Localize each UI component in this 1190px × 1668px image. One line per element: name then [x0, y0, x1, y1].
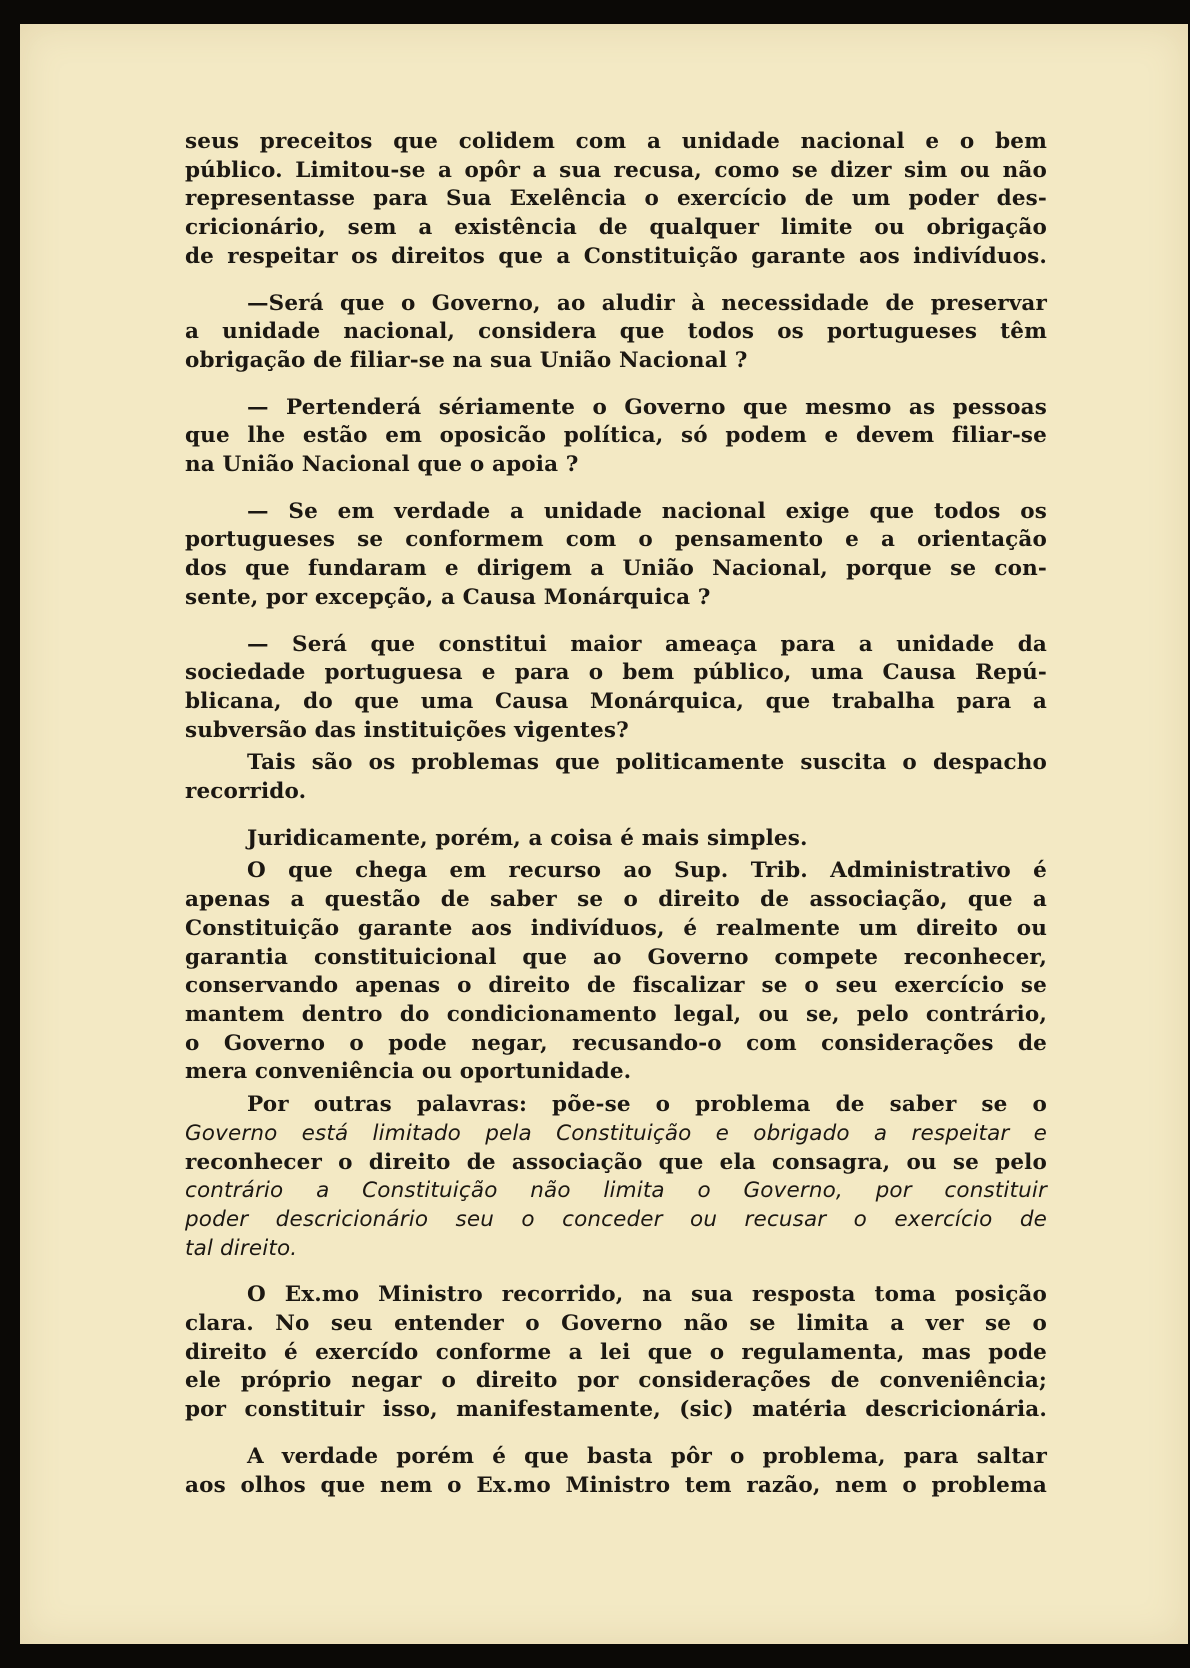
text-line: Por outras palavras: põe-se o problema de saber se o — [247, 1092, 1047, 1118]
text-line: representasse para Sua Exelência o exercício de um poder des- — [185, 186, 1047, 212]
text-line: tal direito. — [185, 1235, 298, 1261]
text-line: que lhe estão em oposicão política, só podem e devem filiar-se — [185, 423, 1047, 449]
text-line: — Se em verdade a unidade nacional exige que todos os — [247, 498, 1047, 524]
text-line: por constituir isso, manifestamente, (sic) matéria descricionária. — [185, 1397, 1047, 1423]
text-line: de respeitar os direitos que a Constituição garante aos indivíduos. — [185, 243, 1047, 269]
text-line: recorrido. — [185, 779, 307, 805]
text-line: — Será que constitui maior ameaça para a unidade da — [247, 631, 1047, 657]
text-line: contrário a Constituição não limita o Governo, por constituir — [185, 1178, 1047, 1204]
text-line: sociedade portuguesa e para o bem público, uma Causa Repú- — [185, 660, 1047, 686]
text-line: O Ex.mo Ministro recorrido, na sua resposta toma posição — [247, 1282, 1047, 1308]
text-line: portugueses se conformem com o pensamento e a orientação — [185, 527, 1047, 553]
text-line: Tais são os problemas que politicamente suscita o despacho — [247, 750, 1047, 776]
text-line: ele próprio negar o direito por considerações de conveniência; — [185, 1368, 1047, 1394]
text-line: —Será que o Governo, ao aludir à necessidade de preservar — [247, 290, 1047, 316]
text-line: A verdade porém é que basta pôr o problema, para saltar — [247, 1443, 1047, 1469]
text-line: clara. No seu entender o Governo não se limita a ver se o — [185, 1311, 1047, 1337]
text-line: cricionário, sem a existência de qualquer limite ou obrigação — [185, 215, 1047, 241]
text-line: reconhecer o direito de associação que ela consagra, ou se pelo — [185, 1149, 1047, 1175]
text-line: mera conveniência ou oportunidade. — [185, 1059, 632, 1085]
text-line: garantia constituicional que ao Governo compete reconhecer, — [185, 944, 1047, 970]
text-line: apenas a questão de saber se o direito de associação, que a — [185, 887, 1047, 913]
paragraph-question-1 — [185, 290, 1047, 376]
text-line: aos olhos que nem o Ex.mo Ministro tem razão, nem o problema — [185, 1472, 1047, 1498]
text-line: poder descricionário seu o conceder ou recusar o exercício de — [185, 1206, 1047, 1232]
text-line: direito é exercído conforme a lei que o regulamenta, mas pode — [185, 1339, 1047, 1365]
text-line: Juridicamente, porém, a coisa é mais simples. — [247, 825, 808, 851]
text-line: sente, por excepção, a Causa Monárquica ? — [185, 584, 711, 610]
paragraph-juridically — [185, 825, 1047, 854]
paragraph-problems — [185, 749, 1047, 806]
text-line: blicana, do que uma Causa Monárquica, que trabalha para a — [185, 688, 1047, 714]
paragraph-question-of-right — [185, 857, 1047, 1087]
paragraph-question-3 — [185, 498, 1047, 613]
paragraph-truth — [185, 1443, 1047, 1500]
text-line: — Pertenderá sériamente o Governo que mesmo as pessoas — [247, 394, 1047, 420]
paragraph-opening — [185, 128, 1047, 272]
text-line: público. Limitou-se a opôr a sua recusa, como se dizer sim ou não — [185, 157, 1047, 183]
text-line: Governo está limitado pela Constituição e obrigado a respeitar e — [185, 1120, 1047, 1146]
paragraph-other-words — [185, 1091, 1047, 1263]
text-line: obrigação de filiar-se na sua União Nacional ? — [185, 347, 748, 373]
text-line: conservando apenas o direito de fiscalizar se o seu exercício se — [185, 973, 1047, 999]
text-line: mantem dentro do condicionamento legal, ou se, pelo contrário, — [185, 1001, 1047, 1027]
paragraph-question-4 — [185, 631, 1047, 746]
text-line: na União Nacional que o apoia ? — [185, 452, 579, 478]
paragraph-minister-position — [185, 1281, 1047, 1425]
paper-sheet — [20, 24, 1188, 1644]
text-line: O que chega em recurso ao Sup. Trib. Administrativo é — [247, 858, 1047, 884]
text-line: o Governo o pode negar, recusando-o com considerações de — [185, 1030, 1047, 1056]
text-line: a unidade nacional, considera que todos os portugueses têm — [185, 319, 1047, 345]
text-line: Constituição garante aos indivíduos, é realmente um direito ou — [185, 915, 1047, 941]
text-line: seus preceitos que colidem com a unidade nacional e o bem — [185, 129, 1047, 154]
text-line: dos que fundaram e dirigem a União Nacional, porque se con- — [185, 556, 1047, 582]
text-line: subversão das instituições vigentes? — [185, 717, 629, 743]
paragraph-question-2 — [185, 394, 1047, 480]
document-body — [185, 128, 1047, 1500]
